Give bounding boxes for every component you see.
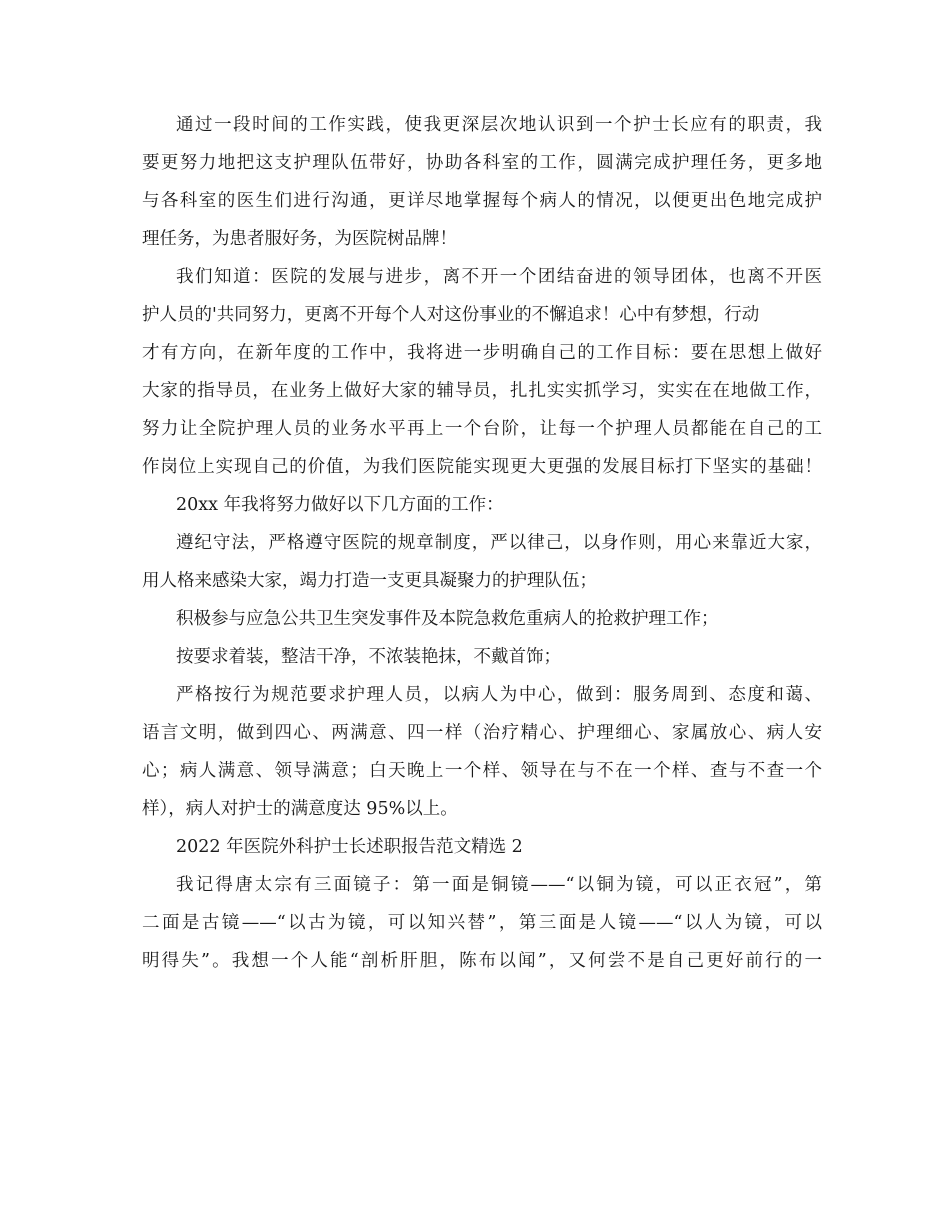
paragraph-7-line-1: 严格按行为规范要求护理人员，以病人为中心，做到：服务周到、态度和蔼、 <box>176 685 822 705</box>
paragraph-3-line-1: 20xx 年我将努力做好以下几方面的工作： <box>176 495 504 515</box>
paragraph-2-line-6: 作岗位上实现自己的价值，为我们医院能实现更大更强的发展目标打下坚实的基础！ <box>142 457 822 477</box>
paragraph-7-line-2: 语言文明，做到四心、两满意、四一样（治疗精心、护理细心、家属放心、病人安 <box>142 723 822 743</box>
paragraph-2-line-4: 大家的指导员，在业务上做好大家的辅导员，扎扎实实抓学习，实实在在地做工作， <box>142 381 822 401</box>
paragraph-5-line-1: 积极参与应急公共卫生突发事件及本院急救危重病人的抢救护理工作； <box>176 609 719 629</box>
paragraph-4-line-1: 遵纪守法，严格遵守医院的规章制度，严以律己，以身作则，用心来靠近大家， <box>176 533 822 553</box>
paragraph-8-line-1: 我记得唐太宗有三面镜子：第一面是铜镜——“以铜为镜，可以正衣冠”，第 <box>176 875 822 895</box>
paragraph-8-line-3: 明得失”。我想一个人能“剖析肝胆，陈布以闻”，又何尝不是自己更好前行的一 <box>142 951 822 971</box>
paragraph-7-line-3: 心；病人满意、领导满意；白天晚上一个样、领导在与不在一个样、查与不查一个 <box>142 761 822 781</box>
paragraph-8-line-2: 二面是古镜——“以古为镜，可以知兴替”，第三面是人镜——“以人为镜，可以 <box>142 913 822 933</box>
paragraph-2-line-2: 护人员的'共同努力，更离不开每个人对这份事业的不懈追求！心中有梦想，行动 <box>142 305 760 325</box>
paragraph-1-line-1: 通过一段时间的工作实践，使我更深层次地认识到一个护士长应有的职责，我 <box>176 115 822 135</box>
paragraph-2-line-5: 努力让全院护理人员的业务水平再上一个台阶，让每一个护理人员都能在自己的工 <box>142 419 822 439</box>
paragraph-4-line-2: 用人格来感染大家，竭力打造一支更具凝聚力的护理队伍； <box>142 571 597 591</box>
paragraph-6-line-1: 按要求着装，整洁干净，不浓装艳抹，不戴首饰； <box>176 647 561 667</box>
section-heading: 2022 年医院外科护士长述职报告范文精选 2 <box>176 837 523 857</box>
paragraph-1-line-4: 理任务，为患者服好务，为医院树品牌！ <box>142 229 457 249</box>
paragraph-1-line-3: 与各科室的医生们进行沟通，更详尽地掌握每个病人的情况，以便更出色地完成护 <box>142 191 822 211</box>
paragraph-2-line-1: 我们知道：医院的发展与进步，离不开一个团结奋进的领导团体，也离不开医 <box>176 267 822 287</box>
paragraph-1-line-2: 要更努力地把这支护理队伍带好，协助各科室的工作，圆满完成护理任务，更多地 <box>142 153 822 173</box>
paragraph-7-line-4: 样），病人对护士的满意度达 95%以上。 <box>142 799 458 819</box>
paragraph-2-line-3: 才有方向，在新年度的工作中，我将进一步明确自己的工作目标：要在思想上做好 <box>142 343 822 363</box>
